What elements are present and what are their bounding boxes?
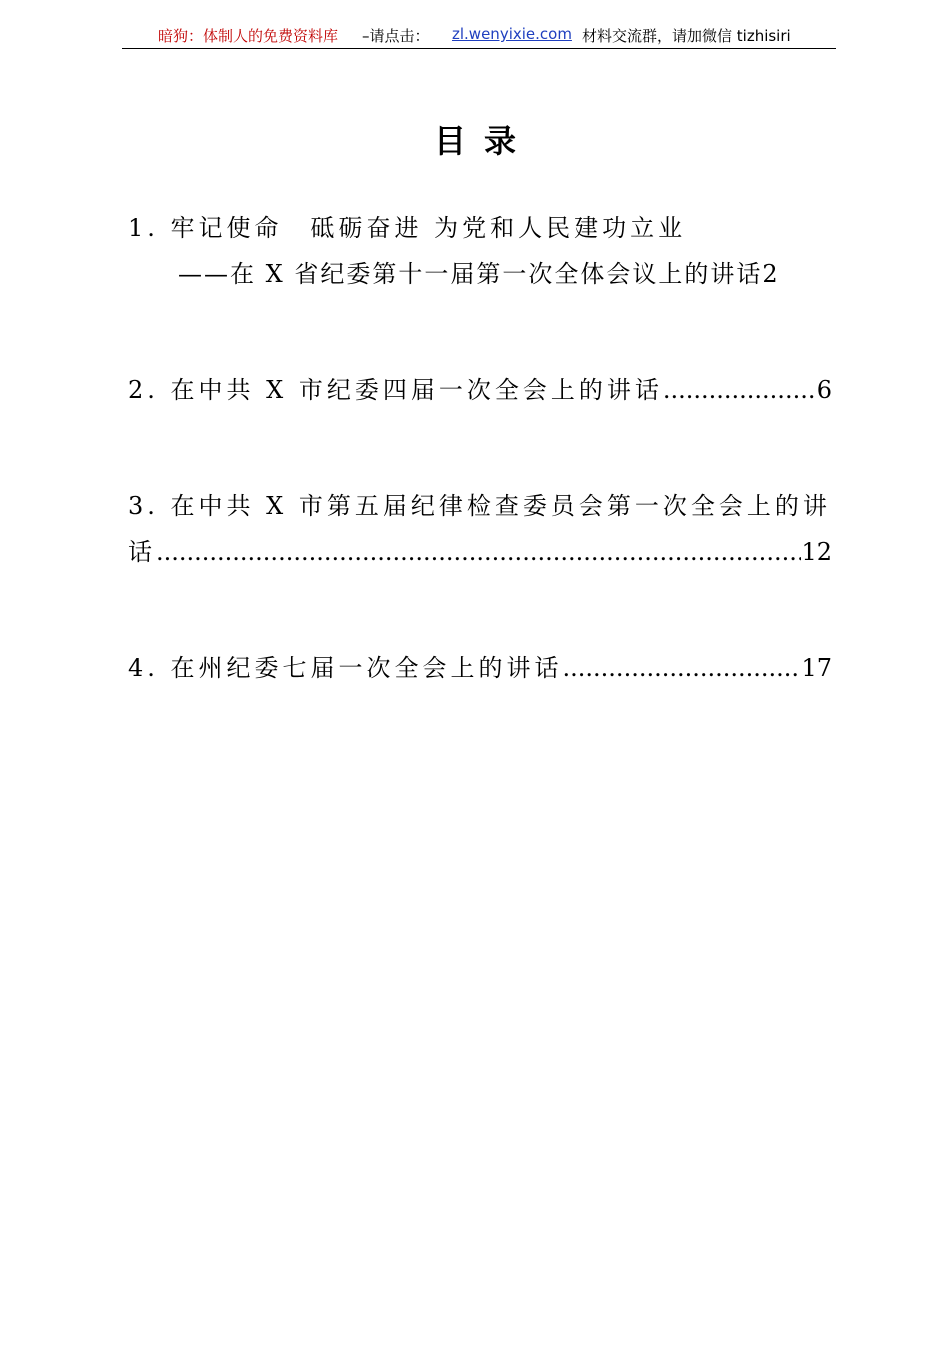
toc-entry-1-subtitle[interactable] <box>178 256 842 292</box>
toc-entry-3-continuation-text: 话 <box>128 538 156 566</box>
toc-entry-3-page: 12 <box>801 538 832 566</box>
toc-entry-4[interactable] <box>128 650 832 686</box>
toc-entry-2[interactable] <box>128 372 832 408</box>
header-group-note: 材料交流群，请加微信 tizhisiri <box>582 27 791 45</box>
header-prompt: –请点击： <box>362 27 430 45</box>
toc-entry-3-title-text: 3. 在中共 X 市第五届纪律检查委员会第一次全会上的讲 <box>128 492 831 520</box>
toc-entry-1-title-text: 1. 牢记使命 砥砺奋进 为党和人民建功立业 <box>128 214 687 242</box>
toc-entry-1-subtitle-text: ——在 X 省纪委第十一届第一次全体会议上的讲话 <box>178 260 763 288</box>
page-header <box>122 22 836 49</box>
toc-entry-3-title[interactable] <box>128 488 832 524</box>
toc-entry-1-title[interactable] <box>128 210 832 246</box>
header-brand: 暗狗：体制人的免费资料库 <box>158 27 339 45</box>
page-title: 目录 <box>433 122 534 160</box>
header-link[interactable]: zl.wenyixie.com <box>452 25 572 43</box>
toc-entry-3-leader <box>156 534 801 570</box>
toc-entry-4-title: 4. 在州纪委七届一次全会上的讲话 <box>128 654 563 682</box>
toc-entry-2-leader <box>663 372 817 408</box>
toc-entry-2-title: 2. 在中共 X 市纪委四届一次全会上的讲话 <box>128 376 663 404</box>
toc-entry-3-continuation[interactable] <box>128 534 832 570</box>
toc-entry-2-page: 6 <box>816 376 832 404</box>
toc-entry-1-page: 2 <box>762 260 778 288</box>
toc-entry-4-page: 17 <box>801 654 832 682</box>
toc-entry-4-leader <box>563 650 802 686</box>
